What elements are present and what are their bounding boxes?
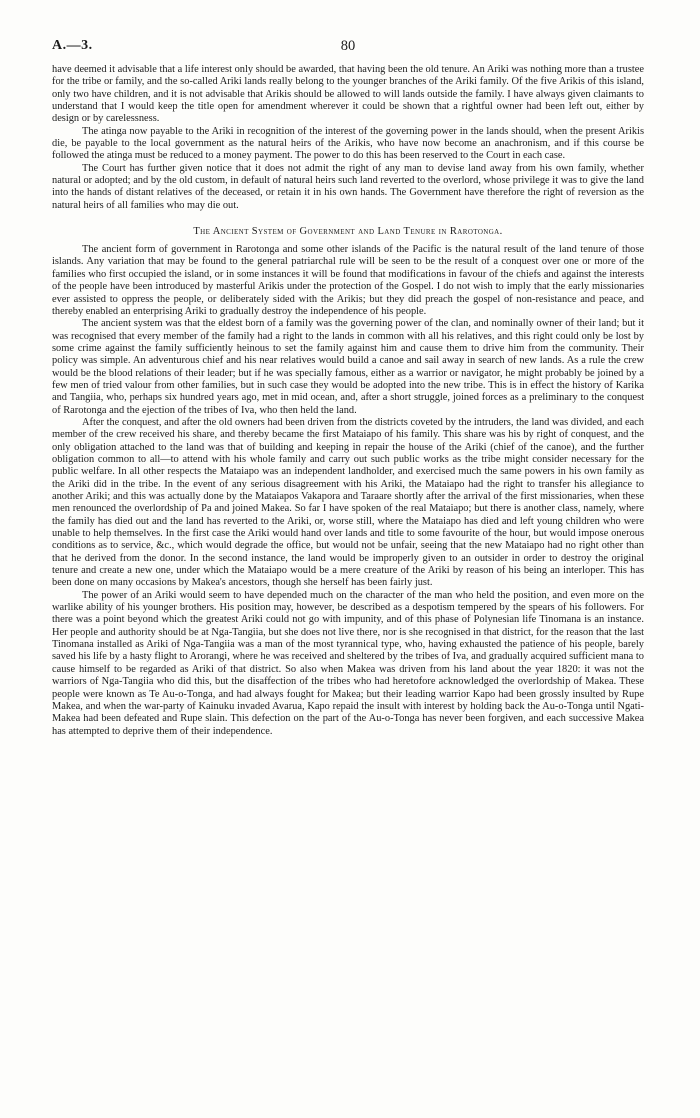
paragraph: The power of an Ariki would seem to have depended much on the character of the man who held the position, and even more on the warlike ability of his younger brothers. His position may, however, be described as a despotism tempered by the spears of his followers. For there was a point beyond which the greatest Ariki could not go with impunity, and of this phase of Polynesian life Tinomana is an instance. Her people and authority should be at Nga-Tangiia, but she does not live there, nor is she recognised in that district, for the reason that the last Tinomana installed as Ariki of Nga-Tangiia was a man of the most tyrannical type, who, having exhausted the patience of his people, barely saved his life by a hasty flight to Arorangi, where he was received and sheltered by the tribes of Iva, and gradually acquired sufficient mana to cause himself to be regarded as Ariki of that district. So also when Makea was driven from his land about the year 1820: it was not the warriors of Nga-Tangiia who did this, but the disaffection of the tribes who had heretofore acknowledged the overlordship of Makea. These people were known as Te Au-o-Tonga, and had always fought for Makea; but their leading warrior Kapo had been grossly insulted by Rupe Makea, and when the war-party of Kainuku invaded Avarua, Kapo repaid the insult with interest by holding back the Au-o-Tonga until Ngati-Makea had been defeated and Rupe slain. This defection on the part of the Au-o-Tonga has never been forgiven, and each successive Makea has attempted to deprive them of their independence. [52,589,644,737]
section-heading: The Ancient System of Government and Land Tenure in Rarotonga. [193,226,503,238]
page-number: 80 [340,38,356,54]
paragraph: The ancient form of government in Rarotonga and some other islands of the Pacific is the natural result of the land tenure of those islands. Any variation that may be found to the general patriarchal rule will be seen to be the result of a conquest over one or more of the families who first occupied the island, or in some instances it will be found that modifications in favour of the chiefs and against the interests of the people have been introduced by masterful Arikis under the protection of the Gospel. I do not wish to imply that the early missionaries ever assisted to oppress the people, or deliberately sided with the Arikis; but they did preach the gospel of non-resistance and peace, and thereby enabled an enterprising Ariki to gradually destroy the independence of his people. [52,244,644,317]
paragraph: The atinga now payable to the Ariki in recognition of the interest of the governing power in the lands should, when the present Arikis die, be payable to the local government as the natural heirs of the Arikis, who have now become an anachronism, and if this course be followed the atinga must be reduced to a money payment. The power to do this has been reserved to the Court in each case. [52,125,644,162]
paragraph: The Court has further given notice that it does not admit the right of any man to devise land away from his own family, whether natural or adopted; and by the old custom, in default of natural heirs such land reverted to the overlord, whose privilege it was to give the land into the hands of distant relatives of the deceased, or retain it in his own hands. The Government have therefore the right of reversion as the natural heirs of all families who may die out. [52,162,644,211]
paragraph: The ancient system was that the eldest born of a family was the governing power of the clan, and nominally owner of their land; but it was recognised that every member of the family had a right to the lands in common with all his relatives, and this right could only be lost by some crime against the family sufficiently heinous to set the family against him and cause them to drive him from the community. Their policy was simple. An adventurous chief and his near relatives would build a canoe and sail away in search of new lands. As a rule the crew would be the blood relations of their leader; but if he was specially famous, either as a warrior or navigator, he might probably be joined by a few men of tried valour from other families, but in such case they would be adopted into the new tribe. This is in effect the history of Karika and Tangiia, who, perhaps six hundred years ago, met in mid ocean, and, after a short struggle, joined forces as a preliminary to the conquest of Rarotonga and the ejection of the tribes of Iva, who then held the land. [52,318,644,416]
page-header [52,38,644,64]
paragraph: have deemed it advisable that a life interest only should be awarded, that having been the old tenure. An Ariki was nothing more than a trustee for the tribe or family, and the so-called Ariki lands really belong to the younger branches of the Ariki family. Of the five Arikis of this island, only two have children, and it is not advisable that Arikis should be allowed to will lands outside the family. I have always given claimants to understand that I would keep the title open for amendment wherever it could be shown that a rightful owner had been left out, either by design or by carelessness. [52,64,644,125]
page-body [52,64,644,738]
paragraph: After the conquest, and after the old owners had been driven from the districts coveted by the intruders, the land was divided, and each member of the crew received his share, and thereby became the first Mataiapo of his family. This share was his by right of conquest, and the only obligation attached to the land was that of building and keeping in repair the house of the Ariki (chief of the canoe), and the further obligation common to all—to attend with his whole family and carry out such public works as the tribe might consider necessary for the public welfare. In all other respects the Mataiapo was an independent landholder, and exercised much the same powers in his own family as the Ariki did in the tribe. In the event of any serious disagreement with his Ariki, the Mataiapo had the right to transfer his allegiance to another Ariki; and this was actually done by the Mataiapos Vakapora and Taraare shortly after the arrival of the first missionaries, when these men renounced the overlordship of Pa and joined Makea. So far I have spoken of the real Mataiapo; but there is another class, namely, where the family has died out and the land has reverted to the Ariki, or, worse still, where the Mataiapo has died and left young children who were unable to help themselves. In the first case the Ariki would hand over lands and title to some favourite of the hour, but would impose onerous conditions as to service, &c., which would degrade the office, but would not be unfair, seeing that the new Mataiapo had no right other than that he derived from the donor. In the second instance, the land would be improperly given to an outsider in order to destroy the original tenure and create a new one, under which the Mataiapo would be a mere creature of the Ariki by reason of his being an interloper. This has been done on many occasions by Makea's ancestors, though she herself has been fairly just. [52,416,644,589]
document-reference: A.—3. [52,38,93,53]
